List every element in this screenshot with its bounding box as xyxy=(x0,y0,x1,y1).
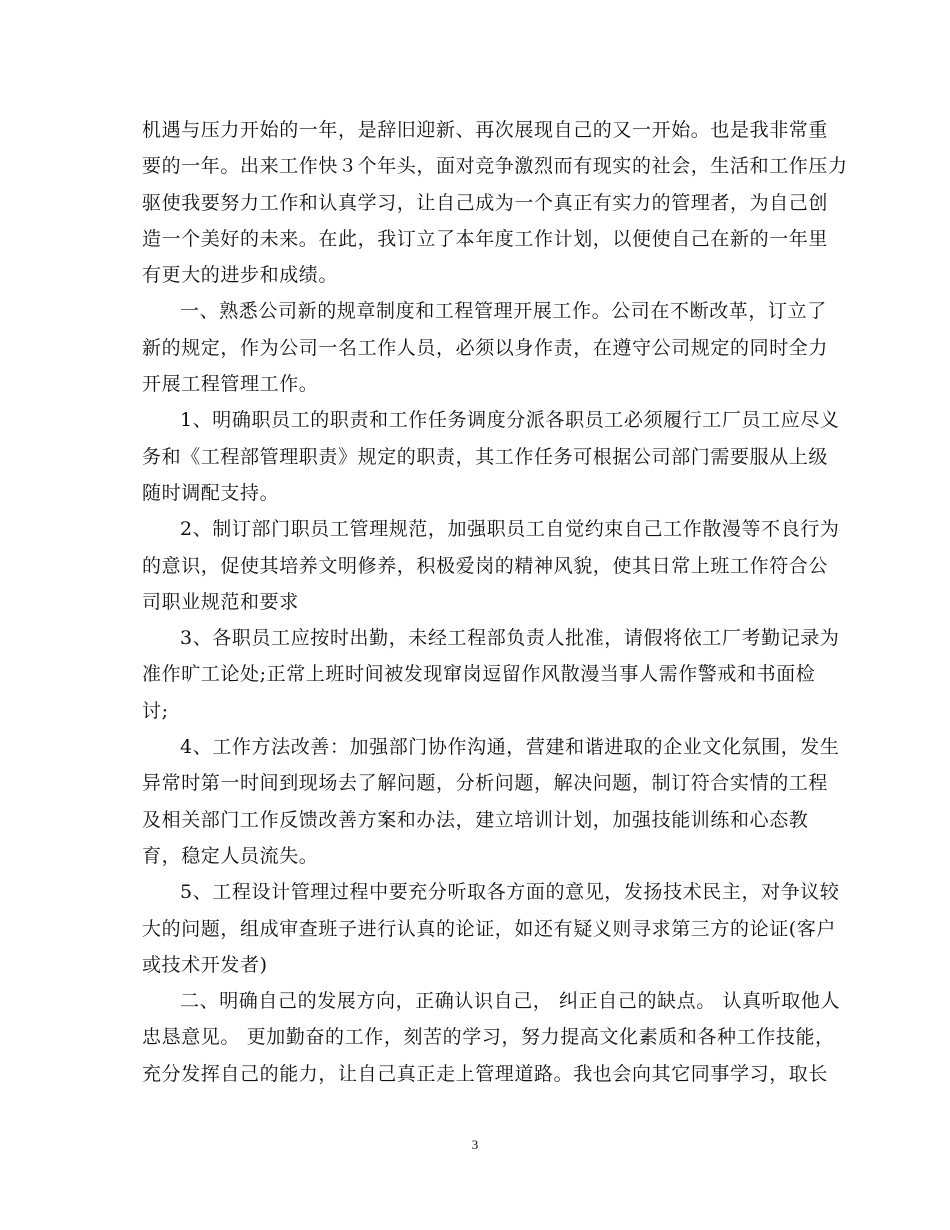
text-line: 二、明确自己的发展方向，正确认识自己， 纠正自己的缺点。 认真听取他人 xyxy=(180,990,841,1013)
text-line: 驱使我要努力工作和认真学习，让自己成为一个真正有实力的管理者，为自己创 xyxy=(142,191,829,214)
paragraph-item-1 xyxy=(142,402,840,511)
text-line: 忠恳意见。 更加勤奋的工作，刻苦的学习，努力提高文化素质和各种工作技能， xyxy=(142,1026,835,1049)
text-line: 一、熟悉公司新的规章制度和工程管理开展工作。公司在不断改革，订立了 xyxy=(180,300,827,323)
text-line: 机遇与压力开始的一年，是辞旧迎新、再次展现自己的又一开始。也是我非常重 xyxy=(142,119,829,141)
paragraph-section-one xyxy=(142,293,829,402)
text-line: 开展工程管理工作。 xyxy=(142,373,319,396)
text-line: 或技术开发者) xyxy=(142,953,268,976)
text-line: 育，稳定人员流失。 xyxy=(142,844,319,867)
text-line: 司职业规范和要求 xyxy=(142,590,299,613)
paragraph-intro xyxy=(142,112,848,293)
text-line: 务和《工程部管理职责》规定的职责，其工作任务可根据公司部门需要服从上级 xyxy=(142,445,829,468)
text-line: 充分发挥自己的能力，让自己真正走上管理道路。我也会向其它同事学习，取长 xyxy=(142,1062,829,1085)
text-line: 有更大的进步和成绩。 xyxy=(142,264,339,287)
text-line: 5、工程设计管理过程中要充分听取各方面的意见，发扬技术民主，对争议较 xyxy=(180,881,840,904)
paragraph-item-5 xyxy=(142,874,840,983)
text-line: 讨; xyxy=(142,699,169,722)
text-line: 2、制订部门职员工管理规范，加强职员工自觉约束自己工作散漫等不良行为 xyxy=(180,518,840,541)
text-line: 准作旷工论处;正常上班时间被发现窜岗逗留作风散漫当事人需作警戒和书面检 xyxy=(142,663,816,686)
text-line: 随时调配支持。 xyxy=(142,481,280,504)
text-line: 要的一年。出来工作快３个年头，面对竞争激烈而有现实的社会，生活和工作压力 xyxy=(142,155,848,178)
text-line: 造一个美好的未来。在此，我订立了本年度工作计划，以便使自己在新的一年里 xyxy=(142,227,829,250)
text-line: 及相关部门工作反馈改善方案和办法，建立培训计划，加强技能训练和心态教 xyxy=(142,808,809,831)
paragraph-item-3 xyxy=(142,620,840,729)
body-text xyxy=(142,112,848,1092)
paragraph-item-4 xyxy=(142,729,840,874)
paragraph-section-two xyxy=(142,983,841,1092)
text-line: 大的问题，组成审查班子进行认真的论证，如还有疑义则寻求第三方的论证(客户 xyxy=(142,917,837,940)
page-number: 3 xyxy=(471,1137,479,1152)
text-line: 的意识，促使其培养文明修养，积极爱岗的精神风貌，使其日常上班工作符合公 xyxy=(142,554,829,577)
text-line: 1、明确职员工的职责和工作任务调度分派各职员工必须履行工厂员工应尽义 xyxy=(180,409,840,432)
text-line: 新的规定，作为公司一名工作人员，必须以身作责，在遵守公司规定的同时全力 xyxy=(142,336,829,359)
text-line: 3、各职员工应按时出勤，未经工程部负责人批准，请假将依工厂考勤记录为 xyxy=(180,627,840,650)
paragraph-item-2 xyxy=(142,511,840,620)
text-line: 4、工作方法改善：加强部门协作沟通，营建和谐进取的企业文化氛围，发生 xyxy=(180,736,840,759)
text-line: 异常时第一时间到现场去了解问题，分析问题，解决问题，制订符合实情的工程 xyxy=(142,772,829,795)
